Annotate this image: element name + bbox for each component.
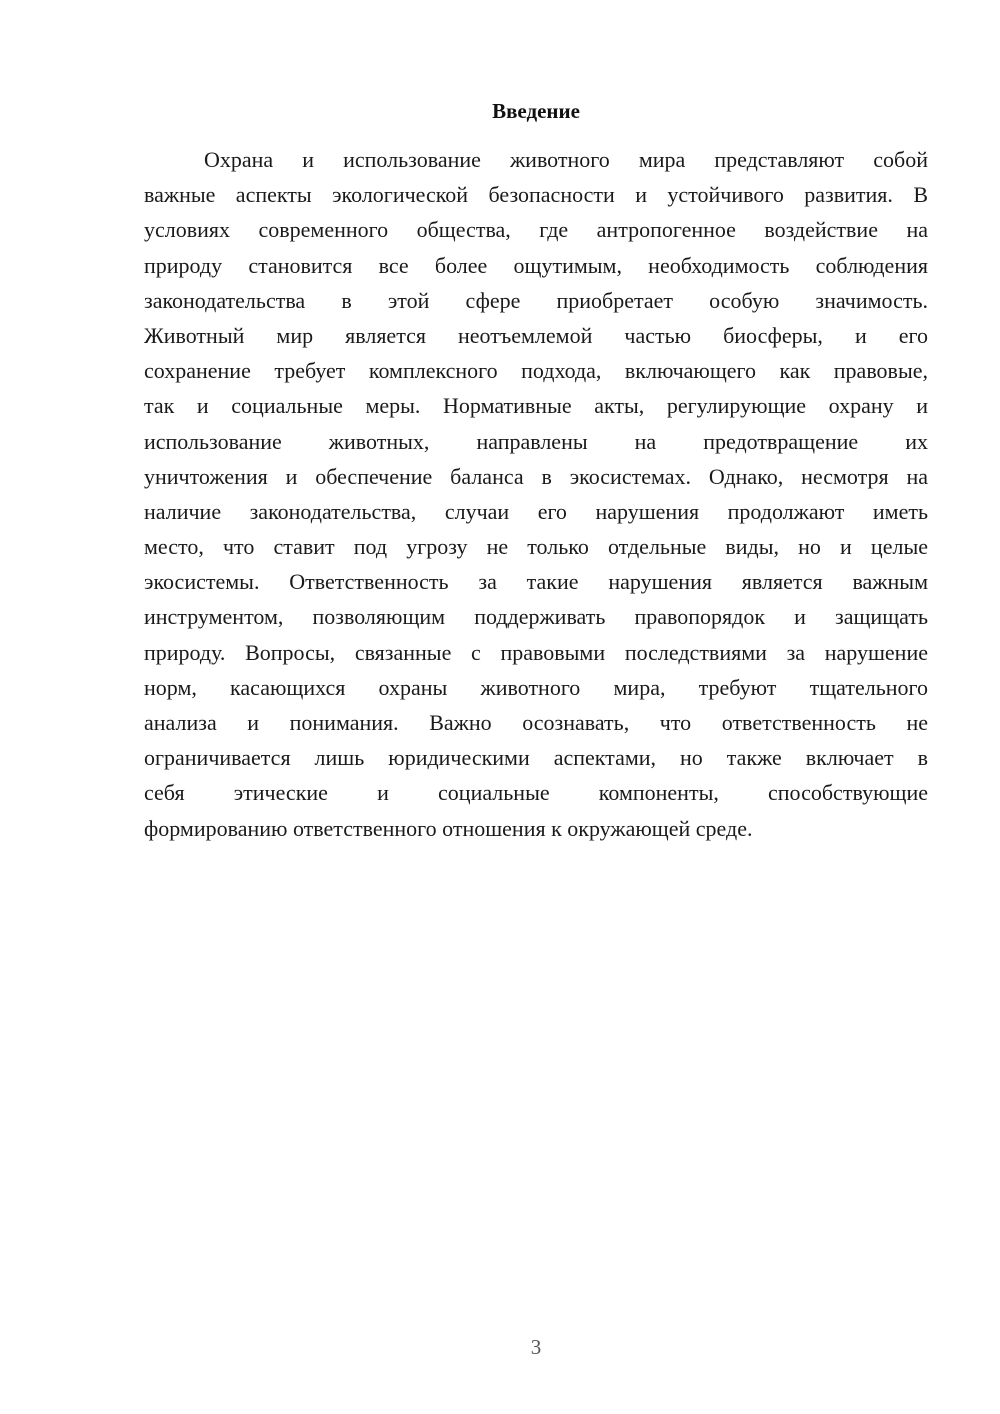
paragraph-line: уничтожения и обеспечение баланса в экосистемах. Однако, несмотря на xyxy=(144,463,928,489)
paragraph-line: место, что ставит под угрозу не только отдельные виды, но и целые xyxy=(144,534,928,560)
paragraph-line: важные аспекты экологической безопасности и устойчивого развития. В xyxy=(144,182,928,208)
paragraph-line: себя этические и социальные компоненты, способствующие xyxy=(144,780,928,806)
paragraph-line: анализа и понимания. Важно осознавать, что ответственность не xyxy=(144,710,928,735)
paragraph-line: ограничивается лишь юридическими аспектами, но также включает в xyxy=(144,745,928,771)
paragraph-line: инструментом, позволяющим поддерживать правопорядок и защищать xyxy=(144,604,928,630)
paragraph-line: формированию ответственного отношения к окружающей среде. xyxy=(144,815,753,841)
paragraph-line: использование животных, направлены на предотвращение их xyxy=(144,428,928,454)
paragraph-line: условиях современного общества, где антропогенное воздействие на xyxy=(144,217,928,243)
paragraph-line: наличие законодательства, случаи его нарушения продолжают иметь xyxy=(144,498,928,524)
section-heading: Введение xyxy=(492,99,580,123)
body-paragraph xyxy=(144,142,928,846)
paragraph-line: Животный мир является неотъемлемой частью биосферы, и его xyxy=(144,322,928,348)
paragraph-line: природу. Вопросы, связанные с правовыми последствиями за нарушение xyxy=(144,639,928,665)
paragraph-line: природу становится все более ощутимым, необходимость соблюдения xyxy=(144,252,928,278)
paragraph-line: экосистемы. Ответственность за такие нарушения является важным xyxy=(144,569,928,595)
page-number: 3 xyxy=(530,1335,542,1359)
paragraph-line: так и социальные меры. Нормативные акты, регулирующие охрану и xyxy=(144,393,928,419)
paragraph-line: законодательства в этой сфере приобретает особую значимость. xyxy=(144,287,928,313)
paragraph-line: сохранение требует комплексного подхода, включающего как правовые, xyxy=(144,358,928,384)
paragraph-line: норм, касающихся охраны животного мира, требуют тщательного xyxy=(144,674,928,700)
paragraph-line: Охрана и использование животного мира представляют собой xyxy=(204,147,928,172)
